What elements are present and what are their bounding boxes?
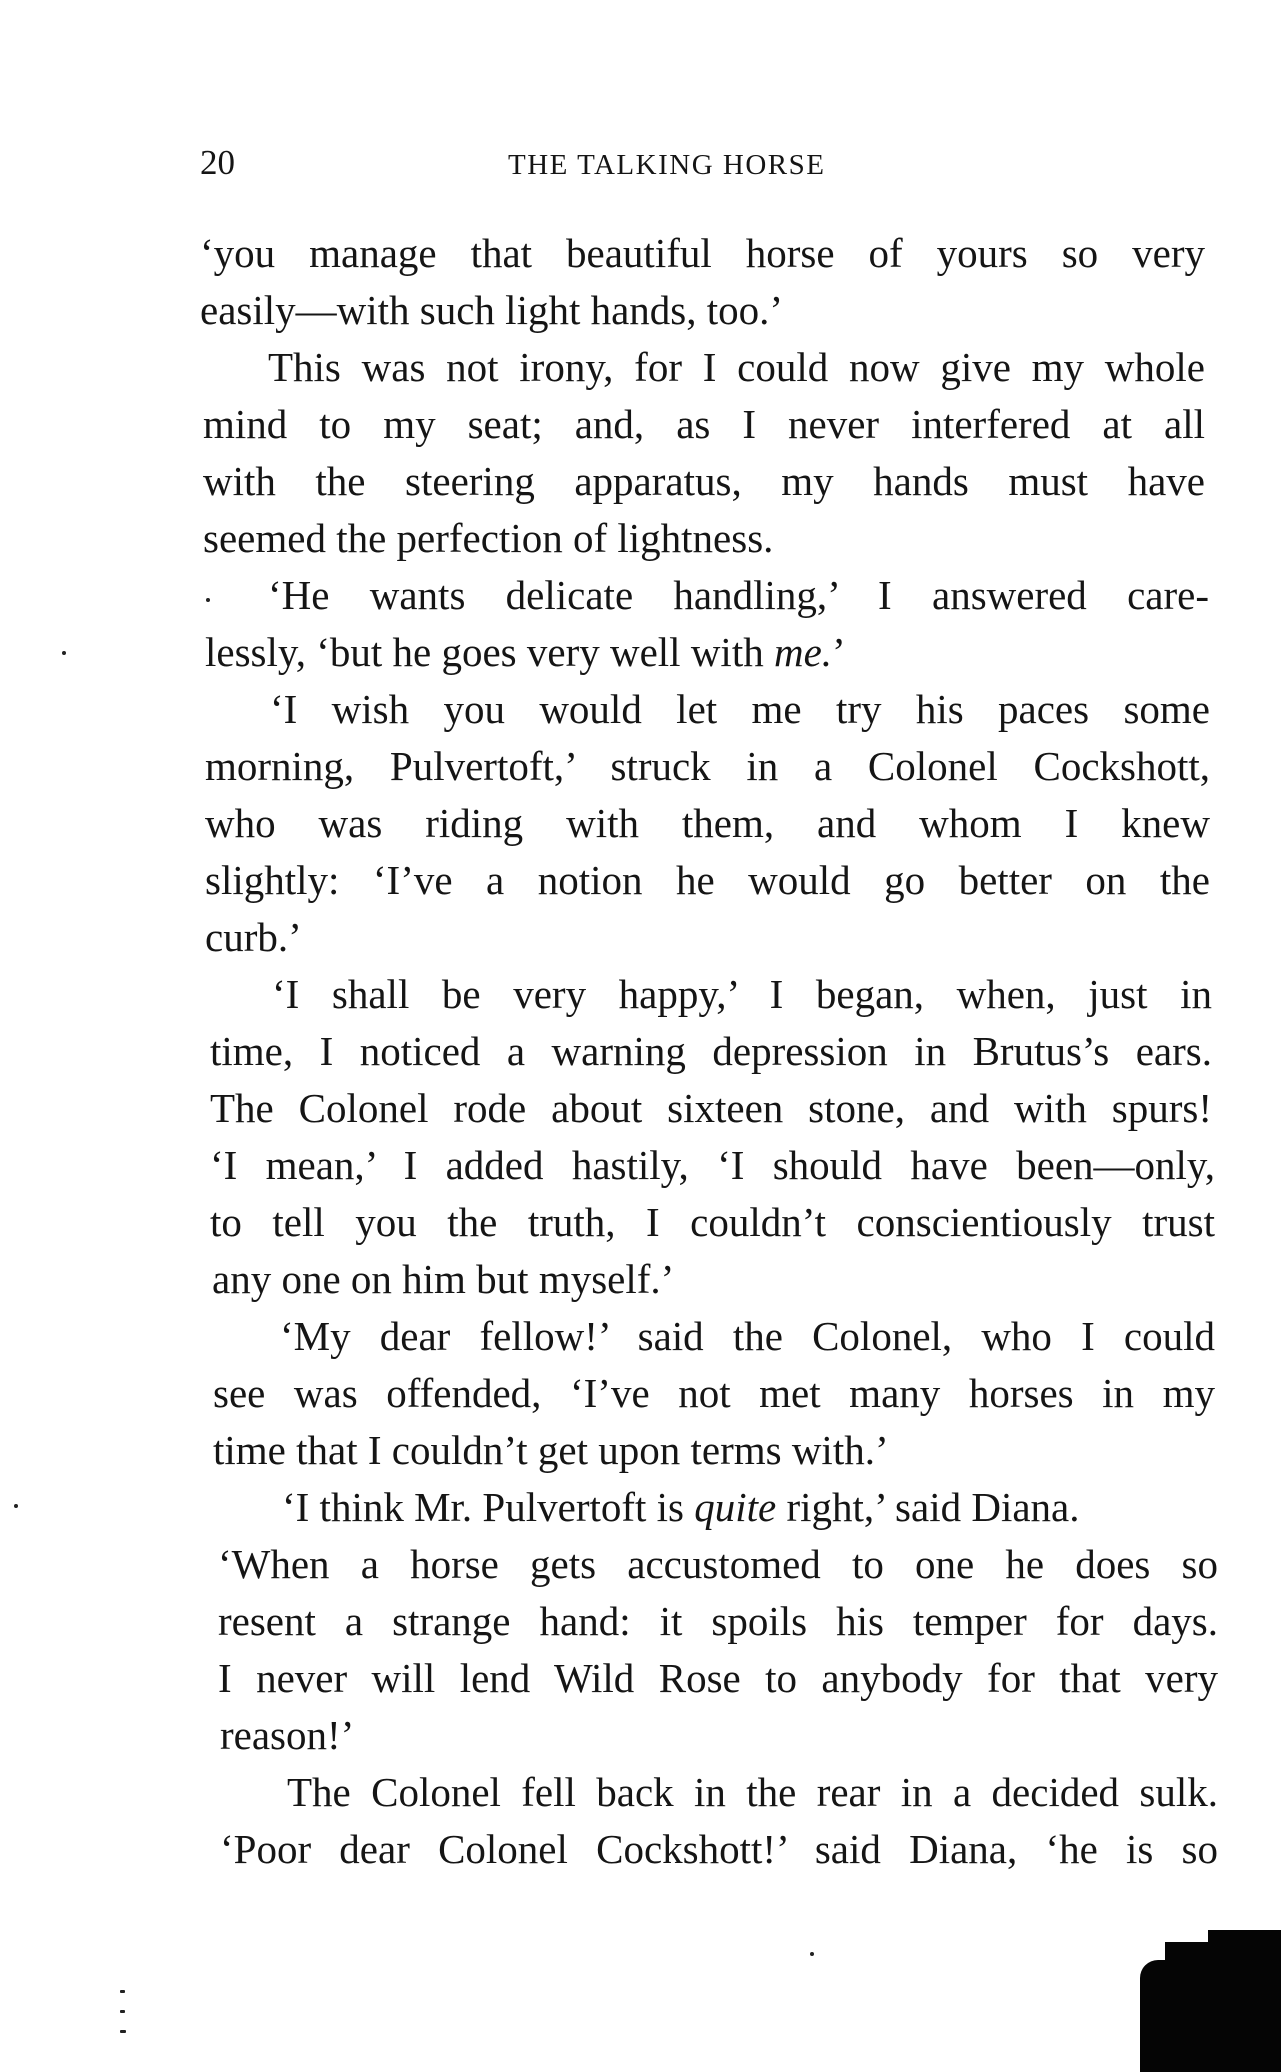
- text-line: I never will lend Wild Rose to anybody for that very: [218, 1655, 1218, 1701]
- text-line: mind to my seat; and, as I never interfered at all: [203, 401, 1205, 447]
- text-line: This was not irony, for I could now give my whole: [268, 344, 1205, 390]
- text-line: see was offended, ‘I’ve not met many horses in my: [213, 1370, 1215, 1416]
- running-title: THE TALKING HORSE: [508, 149, 826, 181]
- text-line: morning, Pulvertoft,’ struck in a Colonel Cockshott,: [205, 743, 1210, 789]
- text-line: resent a strange hand: it spoils his temper for days.: [218, 1598, 1218, 1644]
- text-segment: ’: [832, 629, 846, 675]
- text-line: reason!’: [220, 1712, 355, 1758]
- text-line: [282, 1479, 1218, 1535]
- scan-blot: [1165, 1942, 1215, 1972]
- text-line: ‘I mean,’ I added hastily, ‘I should have been—only,: [210, 1142, 1215, 1188]
- text-line: seemed the perfection of lightness.: [203, 515, 774, 561]
- text-line: ‘When a horse gets accustomed to one he does so: [218, 1541, 1218, 1587]
- scan-speck: [120, 2030, 126, 2033]
- text-line: easily—with such light hands, too.’: [200, 287, 784, 333]
- text-segment: ‘I think Mr. Pulvertoft is: [282, 1484, 695, 1530]
- text-line: ‘My dear fellow!’ said the Colonel, who I could: [280, 1313, 1215, 1359]
- emphasis-text: quite: [694, 1484, 777, 1530]
- text-line: ‘you manage that beautiful horse of yours so very: [200, 230, 1205, 276]
- scan-speck: [206, 598, 210, 602]
- text-line: The Colonel fell back in the rear in a decided sulk.: [287, 1769, 1218, 1815]
- text-segment: right,’ said Diana.: [776, 1484, 1080, 1530]
- scan-speck: [120, 2010, 125, 2013]
- page-number: 20: [200, 143, 235, 182]
- text-line: curb.’: [205, 914, 302, 960]
- text-line: with the steering apparatus, my hands must have: [203, 458, 1205, 504]
- scan-speck: [62, 651, 66, 655]
- scan-speck: [810, 1952, 814, 1956]
- scan-blot: [1140, 1960, 1220, 2072]
- text-segment: lessly, ‘but he goes very well with: [205, 629, 774, 675]
- text-line: who was riding with them, and whom I knew: [205, 800, 1210, 846]
- text-line: ‘I shall be very happy,’ I began, when, just in: [272, 971, 1212, 1017]
- text-line: any one on him but myself.’: [212, 1256, 675, 1302]
- text-line: [205, 624, 1209, 680]
- text-line: ‘I wish you would let me try his paces some: [270, 686, 1210, 732]
- page-header: [200, 138, 1200, 188]
- text-line: ‘Poor dear Colonel Cockshott!’ said Diana, ‘he is so: [220, 1826, 1218, 1872]
- text-line: to tell you the truth, I couldn’t conscientiously trust: [210, 1199, 1215, 1245]
- text-line: ‘He wants delicate handling,’ I answered care-: [268, 572, 1209, 618]
- scan-speck: [120, 1990, 125, 1993]
- text-line: The Colonel rode about sixteen stone, and with spurs!: [210, 1085, 1212, 1131]
- emphasis-text: me.: [773, 629, 833, 675]
- text-line: slightly: ‘I’ve a notion he would go better on the: [205, 857, 1210, 903]
- text-line: time that I couldn’t get upon terms with.’: [213, 1427, 889, 1473]
- text-line: time, I noticed a warning depression in Brutus’s ears.: [210, 1028, 1212, 1074]
- scan-speck: [14, 1504, 18, 1508]
